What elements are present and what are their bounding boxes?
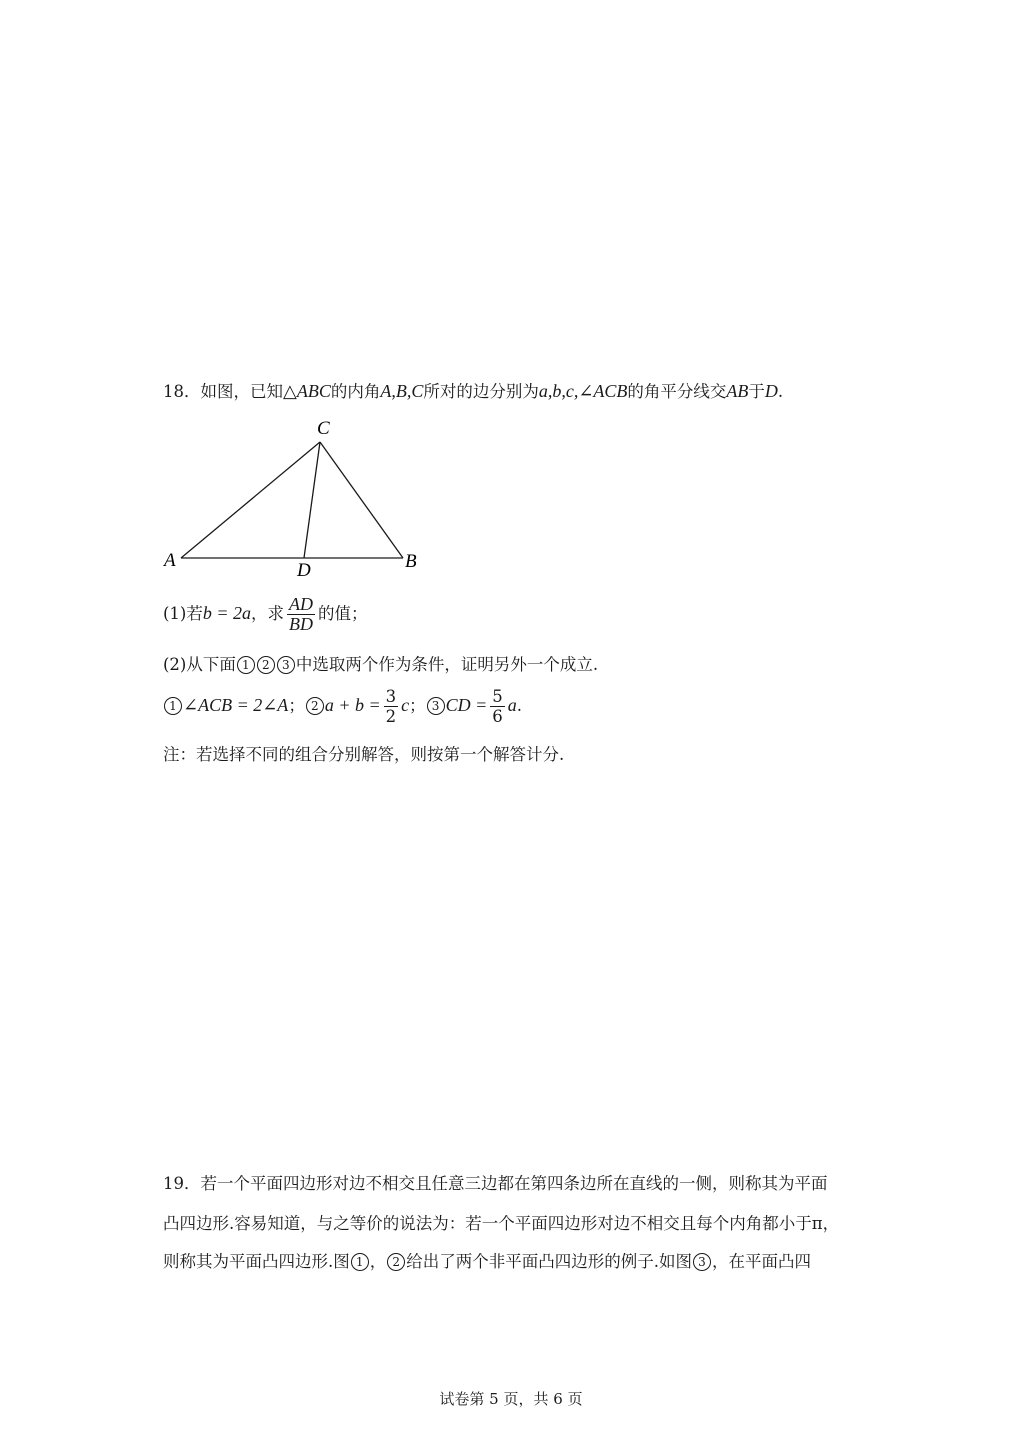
q18-text: 如图，已知: [200, 382, 283, 401]
part1-condition: b = 2a: [202, 603, 252, 623]
part2-text: 中选取两个作为条件，证明另外一个成立.: [295, 655, 599, 674]
q19-line1: 19．若一个平面四边形对边不相交且任意三边都在第四条边所在直线的一侧，则称其为平面: [163, 1174, 828, 1193]
fraction-numerator: 5: [492, 687, 503, 706]
fraction-denominator: BD: [289, 614, 314, 634]
q18-text: 于: [748, 382, 765, 401]
fraction-ad-bd: [287, 595, 315, 634]
triangle-figure: [155, 410, 430, 585]
q18-note: 注：若选择不同的组合分别解答，则按第一个解答计分.: [163, 745, 565, 764]
label-c: C: [317, 418, 330, 439]
q18-stem: [163, 378, 783, 402]
condition-3-left: CD =: [445, 695, 488, 715]
condition-1: ∠ACB = 2∠A: [183, 695, 289, 715]
q18-part1: [163, 595, 368, 634]
q18-triangle: △ABC: [283, 381, 331, 401]
circled-3: 3: [693, 1253, 711, 1271]
q19-text: 给出了两个非平面凸四边形的例子.如图: [406, 1252, 692, 1271]
label-b: B: [405, 551, 417, 572]
q19-line2: 凸四边形.容易知道，与之等价的说法为：若一个平面四边形对边不相交且每个内角都小于π，: [163, 1214, 840, 1233]
fraction-numerator: 3: [385, 687, 397, 706]
q18-angles: A,B,C: [380, 381, 424, 401]
period: .: [516, 696, 523, 715]
condition-2-var: c: [401, 695, 410, 715]
fraction-numerator: AD: [289, 594, 314, 614]
fraction-5-6: [490, 687, 505, 726]
q18-point-d: D: [764, 381, 778, 401]
circled-2: 2: [306, 697, 324, 715]
q18-sides: a,b,c,∠ACB: [538, 381, 628, 401]
condition-2-left: a + b =: [324, 695, 381, 715]
q18-text: 的角平分线交: [627, 382, 727, 401]
page-footer: 试卷第 5 页，共 6 页: [439, 1390, 583, 1408]
side-ac: [181, 442, 320, 558]
circled-1: 1: [237, 656, 255, 674]
label-d: D: [297, 560, 311, 581]
q18-part2: [163, 651, 598, 675]
condition-3-var: a: [507, 695, 517, 715]
q18-text: 所对的边分别为: [423, 382, 539, 401]
fraction-denominator: 6: [492, 707, 503, 726]
q18-number: 18．: [163, 382, 201, 401]
q19-text: 则称其为平面凸四边形.图: [163, 1252, 350, 1271]
q19-text: ，在平面凸四: [712, 1252, 811, 1271]
q18-segment-ab: AB: [726, 381, 749, 401]
q19-text: ，: [369, 1252, 387, 1271]
circled-2: 2: [387, 1253, 405, 1271]
part1-prefix: (1)若: [163, 604, 203, 623]
circled-3: 3: [427, 697, 445, 715]
circled-3: 3: [277, 656, 295, 674]
side-bc: [320, 442, 403, 558]
part1-mid: ，求: [251, 604, 285, 623]
circled-2: 2: [257, 656, 275, 674]
separator: ；: [409, 696, 426, 715]
fraction-denominator: 2: [385, 707, 397, 726]
q18-text: 的内角: [330, 382, 381, 401]
q18-text: .: [777, 382, 784, 401]
circled-1: 1: [351, 1253, 369, 1271]
part1-suffix: 的值；: [318, 604, 368, 623]
label-a: A: [164, 550, 176, 571]
bisector-cd: [304, 442, 320, 558]
q19-line3: [163, 1248, 811, 1272]
fraction-3-2: [384, 687, 399, 726]
q18-conditions: [163, 687, 522, 726]
separator: ；: [288, 696, 305, 715]
circled-1: 1: [164, 697, 182, 715]
part2-text: (2)从下面: [163, 655, 236, 674]
